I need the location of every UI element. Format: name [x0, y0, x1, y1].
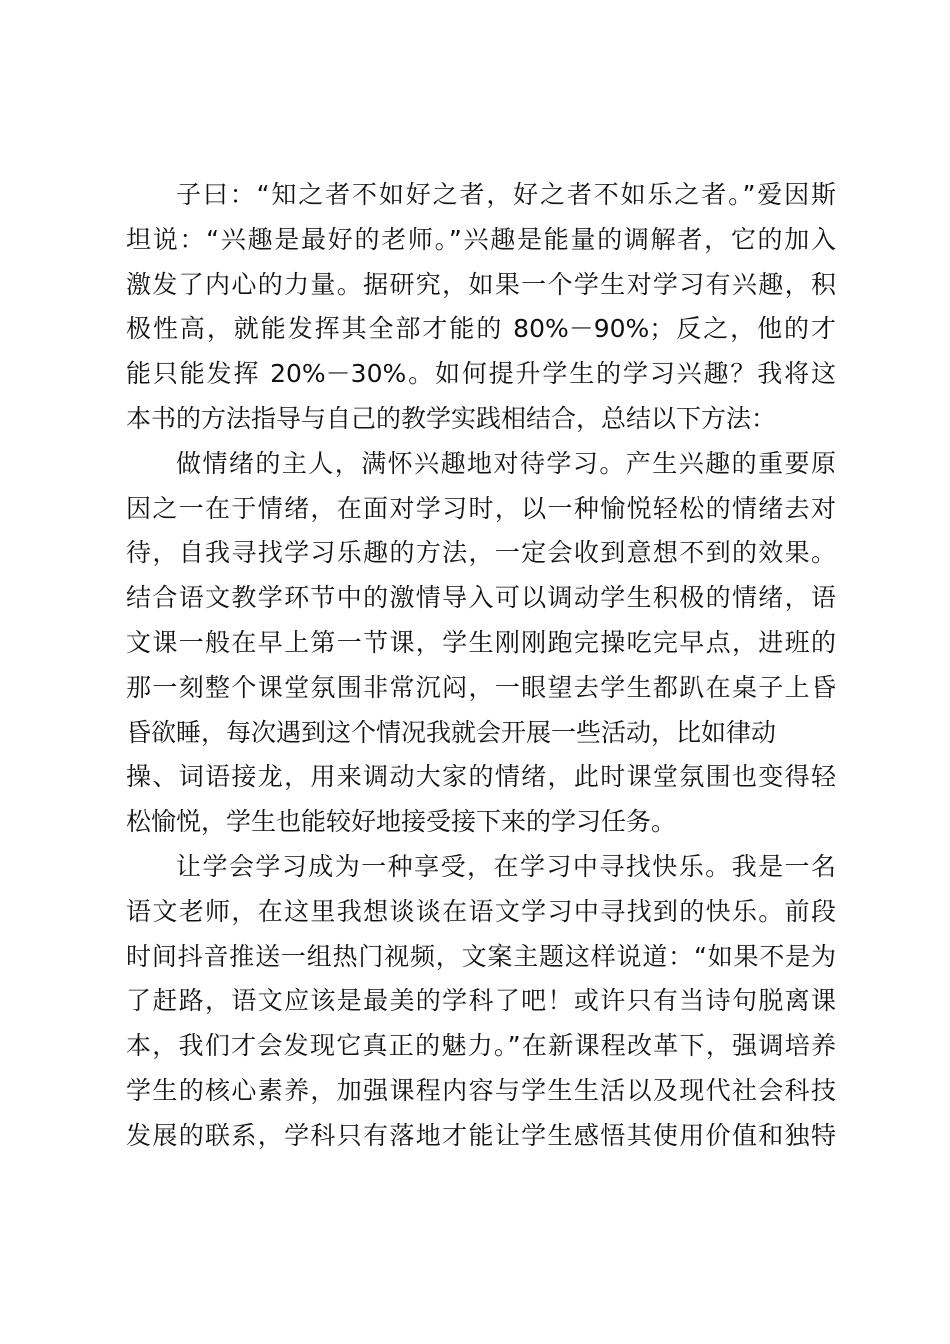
paragraph-3-line-5: 本，我们才会发现它真正的魅力。”在新课程改革下，强调培养 [126, 1031, 836, 1061]
paragraph-1-line-3: 激发了内心的力量。据研究，如果一个学生对学习有兴趣，积 [126, 269, 836, 299]
paragraph-2-line-6: 那一刻整个课堂氛围非常沉闷，一眼望去学生都趴在桌子上昏 [126, 672, 836, 702]
paragraph-1-line-2: 坦说：“兴趣是最好的老师。”兴趣是能量的调解者，它的加入 [126, 224, 836, 254]
paragraph-3-line-1: 让学会学习成为一种享受，在学习中寻找快乐。我是一名 [176, 851, 836, 881]
paragraph-2-line-4: 结合语文教学环节中的激情导入可以调动学生积极的情绪，语 [126, 583, 836, 613]
paragraph-2-line-2: 因之一在于情绪，在面对学习时，以一种愉悦轻松的情绪去对 [126, 493, 836, 523]
paragraph-2-line-5: 文课一般在早上第一节课，学生刚刚跑完操吃完早点，进班的 [126, 627, 836, 657]
body-text [126, 173, 836, 1159]
paragraph-2-line-8: 操、词语接龙，用来调动大家的情绪，此时课堂氛围也变得轻 [126, 762, 836, 792]
paragraph-1-line-1: 子曰：“知之者不如好之者，好之者不如乐之者。”爱因斯 [176, 180, 836, 209]
paragraph-2-line-9: 松愉悦，学生也能较好地接受接下来的学习任务。 [126, 807, 677, 837]
paragraph-1-line-6: 本书的方法指导与自己的教学实践相结合，总结以下方法： [126, 403, 777, 433]
paragraph-3-line-3: 时间抖音推送一组热门视频，文案主题这样说道：“如果不是为 [126, 941, 836, 971]
paragraph-2-line-7: 昏欲睡，每次遇到这个情况我就会开展一些活动，比如律动 [126, 717, 777, 747]
paragraph-2-line-1: 做情绪的主人，满怀兴趣地对待学习。产生兴趣的重要原 [176, 448, 836, 478]
paragraph-2-line-3: 待，自我寻找学习乐趣的方法，一定会收到意想不到的效果。 [126, 538, 836, 568]
paragraph-3-line-7: 发展的联系，学科只有落地才能让学生感悟其使用价值和独特 [126, 1120, 836, 1150]
paragraph-3-line-4: 了赶路，语文应该是最美的学科了吧！或许只有当诗句脱离课 [126, 986, 836, 1016]
paragraph-3-line-2: 语文老师，在这里我想谈谈在语文学习中寻找到的快乐。前段 [126, 896, 836, 926]
paragraph-3-line-6: 学生的核心素养，加强课程内容与学生生活以及现代社会科技 [126, 1075, 836, 1105]
paragraph-1-line-5: 能只能发挥 20%－30%。如何提升学生的学习兴趣？我将这 [126, 359, 836, 389]
paragraph-1-line-4: 极性高，就能发挥其全部才能的 80%－90%；反之，他的才 [126, 314, 836, 344]
